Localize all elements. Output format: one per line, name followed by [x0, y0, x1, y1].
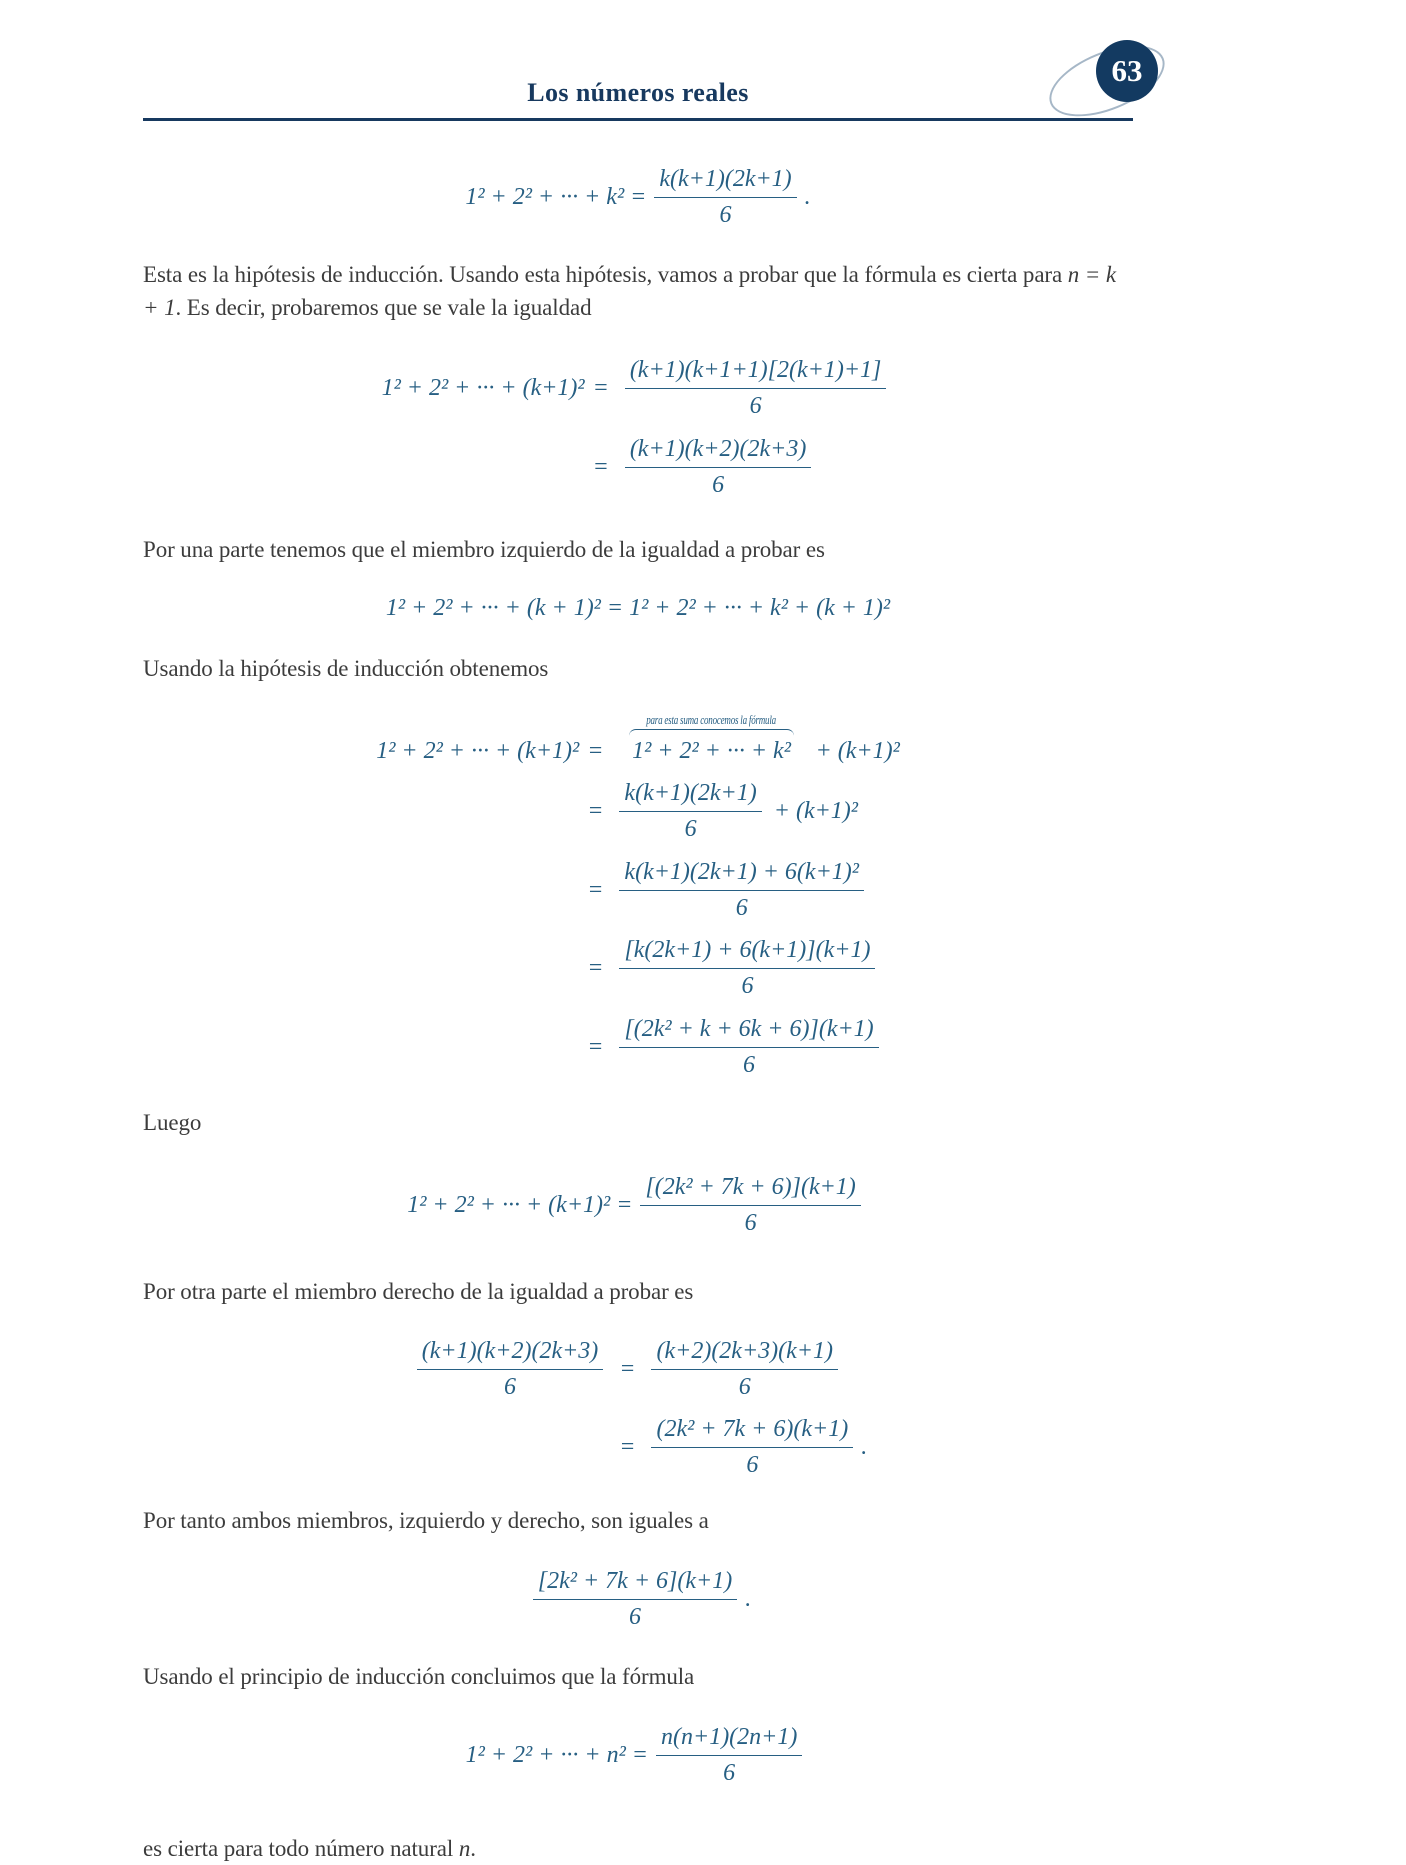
eq1-numerator: k(k+1)(2k+1): [654, 165, 796, 198]
p1-inline-math: n = k + 1: [143, 261, 1116, 320]
paragraph-left-member: Por una parte tenemos que el miembro izquierdo de la igualdad a probar es: [143, 537, 825, 563]
eq7-numerator: [2k² + 7k + 6](k+1): [533, 1567, 737, 1600]
p8-text-a: es cierta para todo número natural: [143, 1835, 459, 1861]
eq4-row1-left: [376, 713, 579, 765]
eq4-row3-numerator: k(k+1)(2k+1) + 6(k+1)²: [619, 858, 864, 891]
eq6-row2-right: [619, 1415, 867, 1480]
eq1-lhs: 1² + 2² + ··· + k² =: [465, 183, 647, 210]
eq4-row4-right: [587, 936, 900, 1001]
eq4-row2-denominator: 6: [684, 815, 697, 842]
eq2-row1-fraction: [625, 356, 887, 421]
overbrace-group: [621, 713, 801, 765]
eq4-row5-denominator: 6: [743, 1051, 756, 1078]
eq2-row2-right: [593, 435, 895, 500]
eq8-fraction: [656, 1723, 802, 1788]
eq6-row1-right: [619, 1337, 867, 1402]
eq6-row1-right-numerator: (k+2)(2k+3)(k+1): [651, 1337, 838, 1370]
overbrace-icon: [629, 729, 795, 736]
eq2-row2-fraction: [625, 435, 812, 500]
equals-sign: =: [587, 1033, 604, 1060]
eq4-row5-numerator: [(2k² + k + 6k + 6)](k+1): [619, 1015, 878, 1048]
eq6-row2-numerator: (2k² + 7k + 6)(k+1): [651, 1415, 853, 1448]
eq6-row1-right-fraction: [651, 1337, 838, 1402]
eq2-row1-left: [382, 356, 585, 421]
eq6-row1-right-denominator: 6: [738, 1373, 751, 1400]
eq4-row4-left: [376, 936, 579, 1001]
eq5-numerator: [(2k² + 7k + 6)](k+1): [640, 1173, 860, 1206]
page-number: 63: [1096, 40, 1158, 102]
eq1-fraction: [654, 165, 796, 230]
eq4-row3-fraction: [619, 858, 864, 923]
paragraph-hypothesis-intro: [143, 258, 1133, 325]
p8-inline-math: n: [458, 1835, 471, 1861]
eq4-row3-left: [376, 858, 579, 923]
equals-sign: =: [619, 1355, 636, 1382]
p1-text-b: . Es decir, probaremos que se vale la igualdad: [175, 294, 592, 320]
eq1-denominator: 6: [719, 201, 732, 228]
eq8-lhs: 1² + 2² + ··· + n² =: [465, 1742, 648, 1769]
paragraph-luego: Luego: [143, 1109, 202, 1135]
equation-left-member-expansion: [143, 595, 1133, 622]
eq2-row2-left: [382, 435, 585, 500]
eq6-row1-left-numerator: (k+1)(k+2)(2k+3): [417, 1337, 604, 1370]
equation-common-value: [143, 1567, 1133, 1632]
eq6-period: .: [861, 1434, 868, 1461]
paragraph-right-member: Por otra parte el miembro derecho de la igualdad a probar es: [143, 1279, 694, 1305]
eq2-lhs: 1² + 2² + ··· + (k+1)²: [381, 375, 585, 402]
eq6-row2-left: [409, 1415, 612, 1480]
equation-induction-hypothesis: [143, 165, 1133, 230]
p1-text-a: Esta es la hipótesis de inducción. Usando esta hipótesis, vamos a probar que la fórmula es cierta para: [143, 261, 1068, 287]
equation-final-formula: [143, 1723, 1133, 1788]
eq4-row2-numerator: k(k+1)(2k+1): [619, 779, 761, 812]
equals-sign: =: [587, 876, 604, 903]
eq6-row2-fraction: [651, 1415, 853, 1480]
eq6-row2-denominator: 6: [746, 1452, 759, 1479]
eq4-row1-tail: + (k+1)²: [815, 738, 900, 765]
eq1-period: .: [804, 183, 811, 210]
paragraph-using-hypothesis: Usando la hipótesis de inducción obtenemos: [143, 655, 549, 681]
eq4-row5-right: [587, 1015, 900, 1080]
eq4-row2-left: [376, 779, 579, 844]
overbrace-sum: 1² + 2² + ··· + k²: [632, 738, 791, 765]
eq2-row2-denominator: 6: [712, 471, 725, 498]
eq7-denominator: 6: [629, 1604, 641, 1631]
eq2-row1-right: [593, 356, 895, 421]
page-content: [143, 165, 1133, 1865]
eq6-row1-left: [409, 1337, 612, 1402]
eq8-denominator: 6: [723, 1760, 736, 1787]
eq2-row1-denominator: 6: [749, 393, 762, 420]
eq3-line: 1² + 2² + ··· + (k + 1)² = 1² + 2² + ··· + k² + (k + 1)²: [385, 594, 891, 621]
eq4-row5-left: [376, 1015, 579, 1080]
eq4-lhs: 1² + 2² + ··· + (k+1)²: [376, 738, 580, 765]
eq2-row2-numerator: (k+1)(k+2)(2k+3): [625, 435, 812, 468]
eq4-row4-fraction: [619, 936, 875, 1001]
eq4-row2-right: [587, 779, 900, 844]
equals-sign: =: [587, 955, 604, 982]
equation-simplified-left: [143, 1173, 1133, 1238]
equals-sign: =: [592, 453, 609, 480]
eq4-row2-tail: + (k+1)²: [773, 797, 858, 824]
eq5-lhs: 1² + 2² + ··· + (k+1)² =: [407, 1191, 633, 1218]
eq4-row1-right: [587, 713, 900, 765]
eq7-period: .: [745, 1586, 752, 1613]
eq2-row1-numerator: (k+1)(k+1+1)[2(k+1)+1]: [625, 356, 887, 389]
p8-text-b: .: [470, 1835, 476, 1861]
equation-to-prove: [143, 356, 1133, 499]
eq7-fraction: [533, 1567, 737, 1632]
eq4-row4-numerator: [k(2k+1) + 6(k+1)](k+1): [619, 936, 875, 969]
eq4-row5-fraction: [619, 1015, 878, 1080]
eq4-row3-right: [587, 858, 900, 923]
equals-sign: =: [592, 375, 609, 402]
eq5-fraction: [640, 1173, 860, 1238]
equation-right-member-derivation: [143, 1337, 1133, 1480]
paragraph-both-members: Por tanto ambos miembros, izquierdo y derecho, son iguales a: [143, 1508, 709, 1533]
eq6-row1-left-fraction: [417, 1337, 604, 1402]
eq5-denominator: 6: [744, 1209, 757, 1236]
equals-sign: =: [587, 738, 604, 765]
eq4-row2-fraction: [619, 779, 761, 844]
eq8-numerator: n(n+1)(2n+1): [656, 1723, 802, 1756]
eq4-row3-denominator: 6: [735, 894, 748, 921]
header-rule: [143, 118, 1133, 121]
page-header: [0, 0, 1406, 121]
page-title: Los números reales: [527, 78, 749, 107]
overbrace-label: para esta suma conocemos la fórmula: [646, 713, 777, 728]
equation-derivation: [143, 713, 1133, 1079]
equals-sign: =: [619, 1434, 636, 1461]
paragraph-conclusion: Usando el principio de inducción concluimos que la fórmula: [143, 1663, 695, 1689]
eq4-row4-denominator: 6: [741, 973, 754, 1000]
eq6-row1-left-denominator: 6: [504, 1373, 517, 1400]
page-number-badge: [1052, 36, 1172, 116]
paragraph-final: [143, 1832, 1133, 1865]
equals-sign: =: [587, 797, 604, 824]
